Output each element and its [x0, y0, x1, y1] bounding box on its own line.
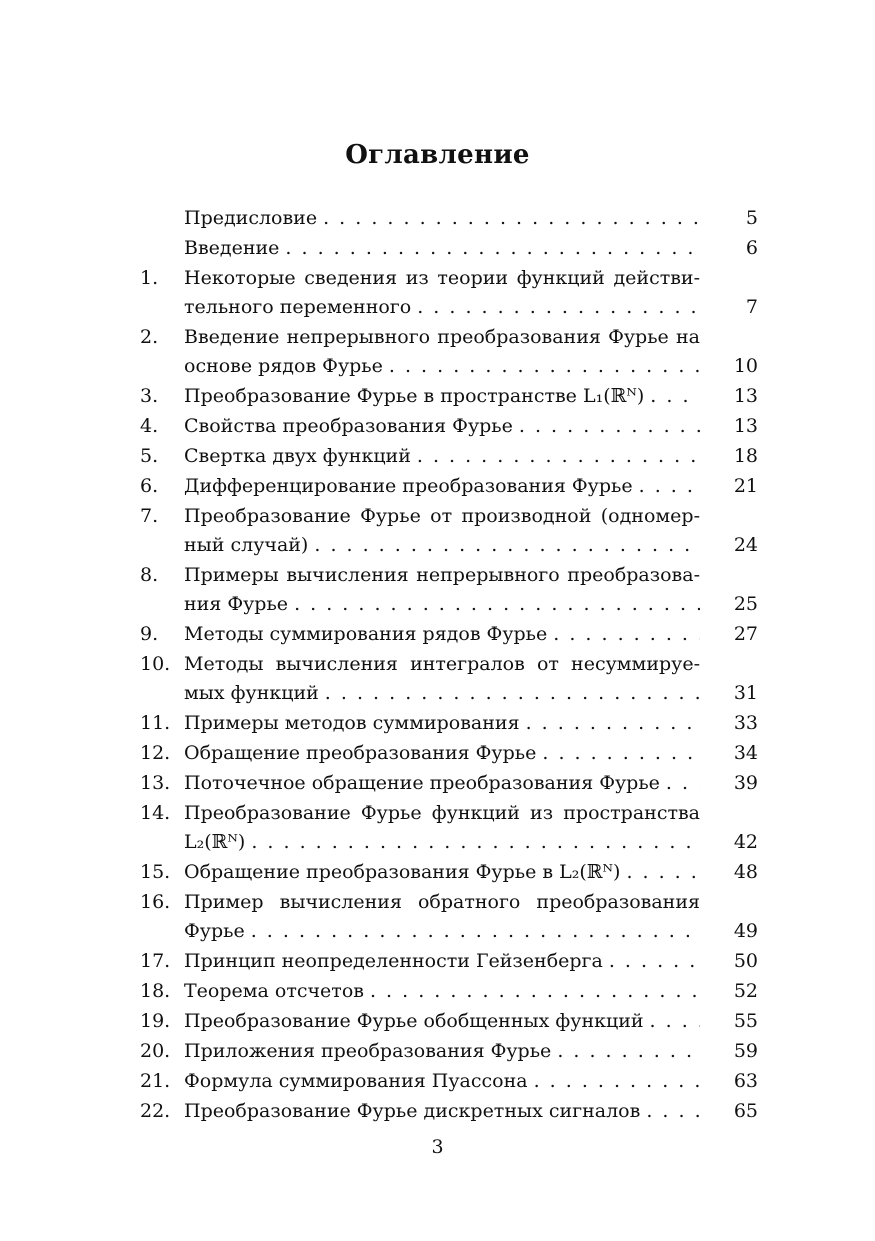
- toc-entry-number: 18.: [140, 980, 171, 1002]
- dot-leader: [626, 858, 700, 887]
- dot-leader: [534, 1067, 700, 1096]
- dot-leader: [370, 977, 700, 1006]
- toc-entry-title: Поточечное обращение преобразования Фурье: [184, 772, 660, 794]
- toc-entry-title: Свертка двух функций: [184, 445, 411, 467]
- dot-leader: [323, 204, 700, 233]
- dot-leader: [519, 412, 700, 441]
- toc-entry-page: 39: [733, 772, 758, 794]
- toc-entry[interactable]: [0, 204, 875, 233]
- dot-leader: [285, 234, 700, 263]
- toc-entry-page: 63: [733, 1070, 758, 1092]
- dot-leader: [557, 1037, 700, 1066]
- toc-entry-title: ния Фурье: [184, 593, 289, 615]
- toc-entry[interactable]: [0, 620, 875, 649]
- toc-entry[interactable]: [0, 769, 875, 798]
- toc-entry-number: 13.: [140, 772, 171, 794]
- dot-leader: [650, 1007, 700, 1036]
- toc-entry-title-line: Введение непрерывного преобразования Фурье на: [184, 326, 700, 348]
- dot-leader: [314, 531, 700, 560]
- toc-entry-title: Теорема отсчетов: [184, 980, 364, 1002]
- toc-entry-title: Свойства преобразования Фурье: [184, 415, 513, 437]
- toc-entry-number: 19.: [140, 1010, 171, 1032]
- toc-entry[interactable]: [0, 1097, 875, 1126]
- toc-entry-page: 50: [733, 950, 758, 972]
- toc-entry-number: 20.: [140, 1040, 171, 1062]
- toc-entry-number: 11.: [140, 712, 171, 734]
- toc-entry-number: 10.: [140, 653, 171, 675]
- toc-entry-title: Преобразование Фурье в пространстве L₁(ℝᴺ): [184, 385, 645, 407]
- toc-entry-page: 59: [733, 1040, 758, 1062]
- toc-entry-number: 17.: [140, 950, 171, 972]
- toc-entry-number: 16.: [140, 891, 171, 913]
- toc-entry-page: 27: [733, 623, 758, 645]
- toc-entry-title: Принцип неопределенности Гейзенберга: [184, 950, 603, 972]
- dot-leader: [417, 442, 700, 471]
- toc-entry-title: Методы суммирования рядов Фурье: [184, 623, 548, 645]
- toc-entry[interactable]: [0, 502, 875, 560]
- dot-leader: [553, 620, 700, 649]
- page-number: 3: [431, 1136, 444, 1158]
- toc-entry-title: Обращение преобразования Фурье: [184, 742, 537, 764]
- toc-entry[interactable]: [0, 1037, 875, 1066]
- toc-entry-title: Примеры методов суммирования: [184, 712, 520, 734]
- toc-entry[interactable]: [0, 382, 875, 411]
- toc-entry[interactable]: [0, 977, 875, 1006]
- toc-entry[interactable]: [0, 412, 875, 441]
- toc-entry-title: Дифференцирование преобразования Фурье: [184, 475, 633, 497]
- toc-entry-page: 10: [733, 355, 758, 377]
- toc-entry-title: Фурье: [184, 920, 245, 942]
- toc-entry[interactable]: [0, 234, 875, 263]
- toc-entry-title-line: Преобразование Фурье функций из пространства: [184, 802, 700, 824]
- table-of-contents: [0, 204, 875, 1127]
- toc-entry-number: 1.: [140, 267, 159, 289]
- toc-entry-title: Приложения преобразования Фурье: [184, 1040, 552, 1062]
- toc-entry-page: 7: [745, 296, 758, 318]
- toc-entry-page: 48: [733, 861, 758, 883]
- toc-entry[interactable]: [0, 888, 875, 946]
- toc-entry[interactable]: [0, 1067, 875, 1096]
- toc-entry-number: 14.: [140, 802, 171, 824]
- toc-entry-title: ный случай): [184, 534, 309, 556]
- toc-entry-page: 18: [733, 445, 758, 467]
- dot-leader: [650, 382, 700, 411]
- toc-entry-title: L₂(ℝᴺ): [184, 831, 246, 853]
- toc-entry[interactable]: [0, 739, 875, 768]
- toc-entry-title: Предисловие: [184, 207, 318, 229]
- page-title: Оглавление: [345, 140, 530, 170]
- toc-entry-title-line: Некоторые сведения из теории функций действи-: [184, 267, 700, 289]
- toc-entry[interactable]: [0, 650, 875, 708]
- toc-entry-page: 13: [733, 415, 758, 437]
- toc-entry-number: 5.: [140, 445, 159, 467]
- toc-entry-page: 33: [733, 712, 758, 734]
- toc-entry-title: Преобразование Фурье дискретных сигналов: [184, 1100, 641, 1122]
- dot-leader: [251, 828, 700, 857]
- toc-entry[interactable]: [0, 323, 875, 381]
- toc-entry-title: тельного переменного: [184, 296, 412, 318]
- toc-entry[interactable]: [0, 264, 875, 322]
- toc-entry-title-line: Пример вычисления обратного преобразования: [184, 891, 700, 913]
- toc-entry-number: 2.: [140, 326, 159, 348]
- toc-entry-page: 21: [733, 475, 758, 497]
- toc-entry[interactable]: [0, 709, 875, 738]
- toc-entry[interactable]: [0, 442, 875, 471]
- dot-leader: [542, 739, 700, 768]
- toc-entry-page: 42: [733, 831, 758, 853]
- dot-leader: [389, 352, 700, 381]
- toc-entry-title-line: Методы вычисления интегралов от несуммируе-: [184, 653, 700, 675]
- toc-entry-page: 6: [745, 237, 758, 259]
- dot-leader: [666, 769, 700, 798]
- toc-entry-number: 4.: [140, 415, 159, 437]
- toc-entry-number: 15.: [140, 861, 171, 883]
- toc-entry-title: Обращение преобразования Фурье в L₂(ℝᴺ): [184, 861, 621, 883]
- toc-entry-page: 5: [745, 207, 758, 229]
- toc-entry-page: 13: [733, 385, 758, 407]
- toc-entry-page: 25: [733, 593, 758, 615]
- toc-entry-page: 65: [733, 1100, 758, 1122]
- toc-entry-title-line: Примеры вычисления непрерывного преобразова-: [184, 564, 700, 586]
- toc-entry-page: 52: [733, 980, 758, 1002]
- dot-leader: [639, 472, 700, 501]
- toc-entry[interactable]: [0, 947, 875, 976]
- toc-entry-title: Введение: [184, 237, 280, 259]
- toc-entry-page: 34: [733, 742, 758, 764]
- toc-entry[interactable]: [0, 799, 875, 857]
- toc-entry-number: 22.: [140, 1100, 171, 1122]
- toc-entry-title-line: Преобразование Фурье от производной (одномер-: [184, 505, 700, 527]
- toc-entry-page: 24: [733, 534, 758, 556]
- toc-entry-number: 6.: [140, 475, 159, 497]
- toc-entry-page: 31: [733, 682, 758, 704]
- toc-entry-page: 49: [733, 920, 758, 942]
- toc-entry-number: 8.: [140, 564, 159, 586]
- toc-entry-title: Преобразование Фурье обобщенных функций: [184, 1010, 644, 1032]
- dot-leader: [526, 709, 700, 738]
- toc-entry[interactable]: [0, 1007, 875, 1036]
- toc-entry[interactable]: [0, 561, 875, 619]
- toc-entry-page: 55: [733, 1010, 758, 1032]
- toc-entry-number: 9.: [140, 623, 159, 645]
- toc-entry-title: основе рядов Фурье: [184, 355, 383, 377]
- toc-entry-number: 7.: [140, 505, 159, 527]
- toc-entry-title: мых функций: [184, 682, 319, 704]
- dot-leader: [646, 1097, 700, 1126]
- dot-leader: [325, 679, 700, 708]
- toc-entry-number: 3.: [140, 385, 159, 407]
- toc-entry-title: Формула суммирования Пуассона: [184, 1070, 528, 1092]
- toc-entry[interactable]: [0, 472, 875, 501]
- toc-entry-number: 12.: [140, 742, 171, 764]
- dot-leader: [294, 590, 700, 619]
- toc-entry-number: 21.: [140, 1070, 171, 1092]
- dot-leader: [609, 947, 700, 976]
- toc-entry[interactable]: [0, 858, 875, 887]
- dot-leader: [417, 293, 700, 322]
- dot-leader: [251, 917, 700, 946]
